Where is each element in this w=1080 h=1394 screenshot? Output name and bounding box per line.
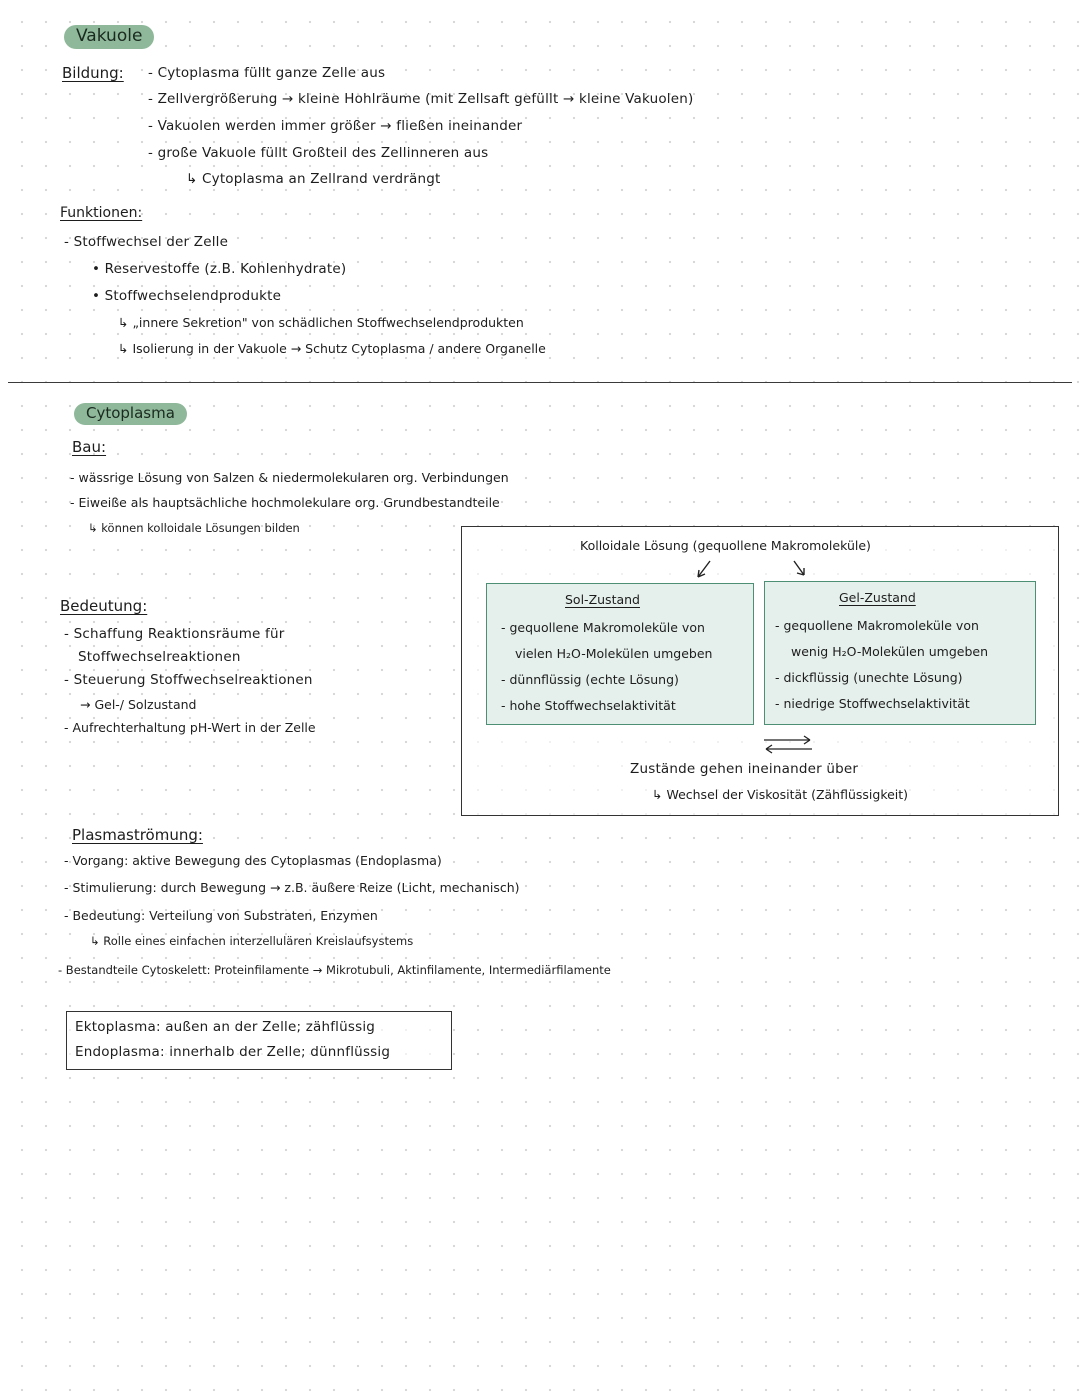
funktionen-item-2: • Reservestoffe (z.B. Kohlenhydrate) [92, 261, 347, 277]
reversible-arrow-icon [758, 735, 818, 755]
plasmastroemung-item-5: - Bestandteile Cytoskelett: Proteinfilamente → Mikrotubuli, Aktinfilamente, Intermediärfilamente [58, 963, 611, 977]
gel-title: Gel-Zustand [839, 590, 916, 605]
ektoplasma-text: Ektoplasma: außen an der Zelle; zähflüssig [75, 1019, 376, 1035]
gel-item-2: wenig H₂O-Molekülen umgeben [791, 644, 989, 659]
bau-item-3: ↳ können kolloidale Lösungen bilden [88, 521, 300, 535]
arrow-to-gel-icon [794, 561, 804, 575]
bildung-item-1: - Cytoplasma füllt ganze Zelle aus [148, 65, 386, 81]
ecto-endo-box [66, 1011, 452, 1070]
bildung-heading: Bildung: [62, 64, 124, 82]
funktionen-item-4: ↳ „innere Sekretion" von schädlichen Stoffwechselendprodukten [118, 315, 524, 330]
plasmastroemung-item-4: ↳ Rolle eines einfachen interzellulären Kreislaufsystems [90, 934, 414, 948]
bildung-item-5: ↳ Cytoplasma an Zellrand verdrängt [186, 171, 441, 187]
transition-note: ↳ Wechsel der Viskosität (Zähflüssigkeit) [652, 787, 909, 802]
funktionen-heading: Funktionen: [60, 205, 143, 221]
kolloid-arrows [462, 527, 1058, 587]
plasmastroemung-heading: Plasmaströmung: [72, 826, 203, 844]
bildung-item-3: - Vakuolen werden immer größer → fließen ineinander [148, 118, 523, 134]
bildung-item-2: - Zellvergrößerung → kleine Hohlräume (mit Zellsaft gefüllt → kleine Vakuolen) [148, 91, 694, 107]
sol-item-4: - hohe Stoffwechselaktivität [501, 698, 676, 713]
bedeutung-item-5: - Aufrechterhaltung pH-Wert in der Zelle [64, 720, 316, 735]
funktionen-item-5: ↳ Isolierung in der Vakuole → Schutz Cytoplasma / andere Organelle [118, 341, 546, 356]
bedeutung-item-4: → Gel-/ Solzustand [80, 697, 197, 712]
cytoplasma-title: Cytoplasma [74, 403, 187, 425]
transition-text: Zustände gehen ineinander über [630, 761, 859, 777]
sol-box [486, 583, 754, 725]
gel-item-4: - niedrige Stoffwechselaktivität [775, 696, 970, 711]
bedeutung-item-2: Stoffwechselreaktionen [78, 649, 241, 665]
plasmastroemung-item-1: - Vorgang: aktive Bewegung des Cytoplasmas (Endoplasma) [64, 853, 442, 868]
bildung-item-4: - große Vakuole füllt Großteil des Zellinneren aus [148, 145, 489, 161]
bau-item-1: - wässrige Lösung von Salzen & niedermolekularen org. Verbindungen [70, 470, 509, 485]
gel-box [764, 581, 1036, 725]
kolloid-box [461, 526, 1059, 816]
sol-item-3: - dünnflüssig (echte Lösung) [501, 672, 679, 687]
bau-heading: Bau: [72, 438, 107, 456]
arrow-to-sol-icon [698, 561, 710, 577]
plasmastroemung-item-3: - Bedeutung: Verteilung von Substraten, Enzymen [64, 908, 378, 923]
sol-title: Sol-Zustand [565, 592, 640, 607]
funktionen-item-1: - Stoffwechsel der Zelle [64, 234, 229, 250]
gel-item-1: - gequollene Makromoleküle von [775, 618, 979, 633]
vakuole-title: Vakuole [64, 25, 154, 49]
gel-item-3: - dickflüssig (unechte Lösung) [775, 670, 963, 685]
plasmastroemung-item-2: - Stimulierung: durch Bewegung → z.B. äußere Reize (Licht, mechanisch) [64, 880, 520, 895]
section-divider [8, 382, 1072, 383]
kolloid-title: Kolloidale Lösung (gequollene Makromoleküle) [580, 538, 871, 553]
bedeutung-item-3: - Steuerung Stoffwechselreaktionen [64, 672, 313, 688]
sol-item-2: vielen H₂O-Molekülen umgeben [515, 646, 713, 661]
endoplasma-text: Endoplasma: innerhalb der Zelle; dünnflüssig [75, 1044, 391, 1060]
bedeutung-item-1: - Schaffung Reaktionsräume für [64, 626, 285, 642]
sol-item-1: - gequollene Makromoleküle von [501, 620, 705, 635]
funktionen-item-3: • Stoffwechselendprodukte [92, 288, 282, 304]
bau-item-2: - Eiweiße als hauptsächliche hochmolekulare org. Grundbestandteile [70, 495, 500, 510]
bedeutung-heading: Bedeutung: [60, 597, 148, 615]
